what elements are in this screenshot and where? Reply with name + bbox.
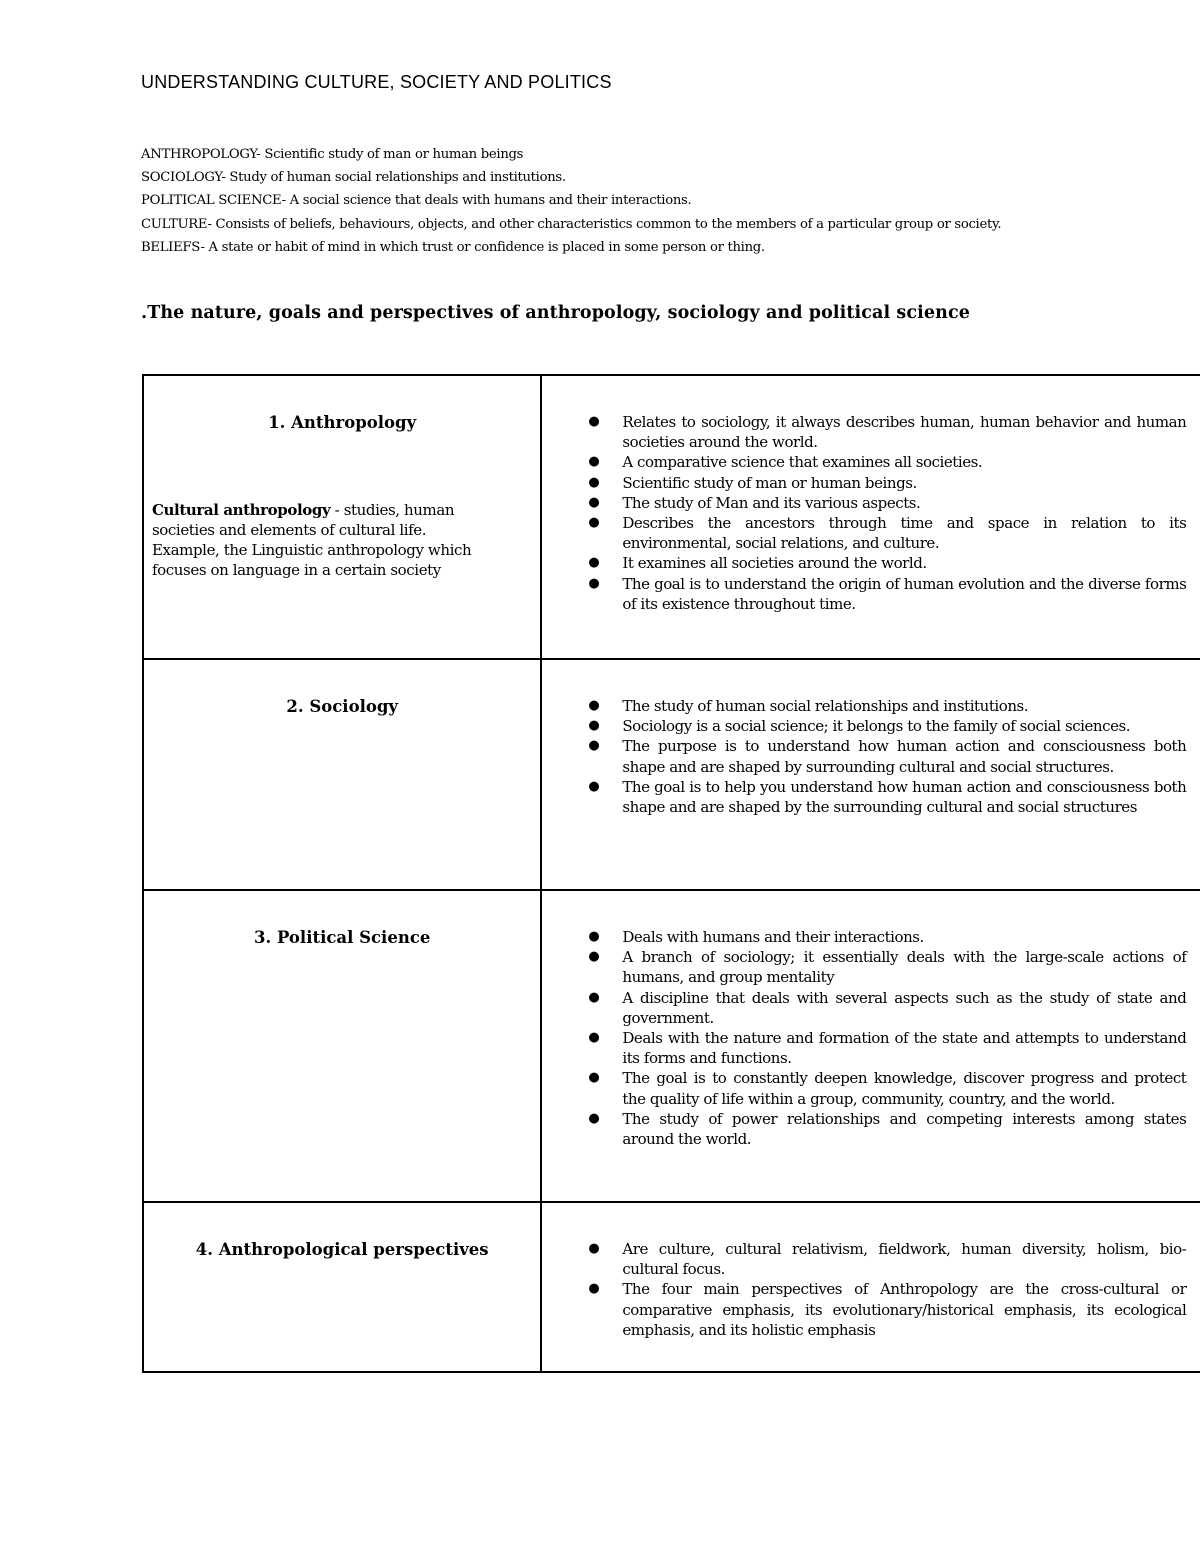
table-row-sociology: [143, 659, 1200, 890]
list-item: [588, 988, 1187, 1028]
bullet-list: [542, 412, 1186, 614]
list-item: [588, 1239, 1187, 1279]
list-item: [588, 473, 1186, 493]
topic-cell: [143, 375, 541, 659]
list-item-text: The goal is to help you understand how human action and consciousness both shape and are shaped by the surrounding cultural and social structures: [622, 777, 1187, 817]
list-item: [588, 412, 1187, 452]
bullet-icon: ●: [588, 494, 600, 510]
bullet-icon: ●: [588, 575, 600, 591]
bullet-list: [542, 1239, 1186, 1340]
topic-description-text: - studies, human societies and elements of cultural life. Example, the Linguistic anthropology which focuses on language in a certain society: [152, 501, 472, 579]
topic-title: 3. Political Science: [253, 928, 431, 947]
list-item: [588, 513, 1187, 553]
definition-political-science: POLITICAL SCIENCE- A social science that deals with humans and their interactions.: [141, 193, 692, 209]
bullet-icon: ●: [588, 454, 600, 470]
bullet-list: [542, 696, 1186, 817]
topic-title: 1. Anthropology: [268, 413, 417, 432]
bullet-icon: ●: [588, 1241, 600, 1256]
bullet-icon: ●: [588, 698, 600, 713]
list-item: [588, 736, 1187, 776]
list-item-text: The study of power relationships and competing interests among states around the world.: [622, 1109, 1187, 1149]
list-item-text: The goal is to understand the origin of human evolution and the diverse forms of its existence throughout time.: [622, 574, 1187, 613]
bullet-icon: ●: [588, 1281, 600, 1297]
list-item-text: Deals with humans and their interactions.: [622, 928, 924, 946]
list-item: [588, 1279, 1187, 1340]
list-item-text: Are culture, cultural relativism, fieldwork, human diversity, holism, bio-cultural focus.: [622, 1240, 1187, 1279]
list-item-text: Deals with the nature and formation of the state and attempts to understand its forms and functions.: [622, 1029, 1187, 1068]
topic-title: 2. Sociology: [286, 697, 398, 716]
list-item-text: A branch of sociology; it essentially deals with the large-scale actions of humans, and group mentality: [622, 948, 1187, 987]
list-item-text: Scientific study of man or human beings.: [622, 473, 917, 492]
bullet-icon: ●: [588, 929, 600, 944]
list-item: [588, 927, 1186, 947]
bullet-icon: ●: [588, 555, 600, 571]
list-item: [588, 493, 1186, 513]
bullets-cell: [541, 1202, 1200, 1372]
list-item-text: Sociology is a social science; it belongs to the family of social sciences.: [622, 717, 1131, 736]
list-item-text: A discipline that deals with several aspects such as the study of state and government.: [622, 988, 1187, 1027]
list-item-text: A comparative science that examines all societies.: [622, 453, 983, 472]
bullet-icon: ●: [588, 738, 600, 754]
list-item: [588, 1028, 1187, 1068]
definition-culture: CULTURE- Consists of beliefs, behaviours, objects, and other characteristics common to the members of a particular group or society.: [141, 216, 1002, 232]
bullet-icon: ●: [588, 718, 600, 734]
topic-description: [152, 500, 488, 580]
list-item-text: It examines all societies around the world.: [622, 554, 927, 573]
list-item: [588, 574, 1187, 614]
definitions-list: [141, 143, 1061, 259]
definition-anthropology: ANTHROPOLOGY- Scientific study of man or human beings: [141, 147, 524, 162]
list-item-text: Relates to sociology, it always describes human, human behavior and human societies around the world.: [622, 413, 1187, 452]
list-item: [588, 947, 1187, 987]
bullet-icon: ●: [588, 1030, 600, 1046]
bullet-icon: ●: [588, 778, 600, 794]
bullet-icon: ●: [588, 474, 600, 490]
page-title: UNDERSTANDING CULTURE, SOCIETY AND POLITICS: [141, 72, 612, 92]
list-item-text: The study of Man and its various aspects.: [622, 493, 921, 512]
bullet-icon: ●: [588, 949, 600, 965]
bullet-icon: ●: [588, 414, 600, 429]
list-item: [588, 716, 1186, 736]
topic-title: 4. Anthropological perspectives: [195, 1240, 489, 1259]
list-item-text: Describes the ancestors through time and space in relation to its environmental, social relations, and culture.: [622, 514, 1187, 553]
list-item: [588, 777, 1187, 817]
bullet-icon: ●: [588, 1070, 600, 1086]
bullet-list: [542, 927, 1186, 1149]
bullet-icon: ●: [588, 515, 600, 531]
table-row-anthropological-perspectives: [143, 1202, 1200, 1372]
bullets-cell: [541, 659, 1200, 890]
topics-table: [142, 374, 1200, 1373]
list-item-text: The goal is to constantly deepen knowledge, discover progress and protect the quality of life within a group, community, country, and the world.: [622, 1069, 1187, 1108]
list-item-text: The study of human social relationships and institutions.: [622, 697, 1029, 715]
bullet-icon: ●: [588, 989, 600, 1005]
table-row-anthropology: [143, 375, 1200, 659]
bullets-cell: [541, 890, 1200, 1202]
table-row-political-science: [143, 890, 1200, 1202]
list-item: [588, 553, 1186, 573]
bullets-cell: [541, 375, 1200, 659]
topic-cell: [143, 890, 541, 1202]
list-item-text: The four main perspectives of Anthropology are the cross-cultural or comparative emphasis, its evolutionary/historical emphasis, its ecological emphasis, and its holistic emphasis: [622, 1280, 1187, 1339]
list-item: [588, 1068, 1187, 1108]
list-item: [588, 696, 1186, 716]
topic-cell: [143, 1202, 541, 1372]
definition-sociology: SOCIOLOGY- Study of human social relationships and institutions.: [141, 170, 566, 186]
bullet-icon: ●: [588, 1110, 600, 1126]
list-item: [588, 452, 1186, 472]
list-item: [588, 1109, 1187, 1149]
topic-description-term: Cultural anthropology: [152, 501, 331, 519]
topic-cell: [143, 659, 541, 890]
definition-beliefs: BELIEFS- A state or habit of mind in which trust or confidence is placed in some person or thing.: [141, 239, 765, 255]
list-item-text: The purpose is to understand how human action and consciousness both shape and are shaped by surrounding cultural and social structures.: [622, 737, 1187, 776]
section-heading: .The nature, goals and perspectives of anthropology, sociology and political science: [141, 303, 970, 323]
